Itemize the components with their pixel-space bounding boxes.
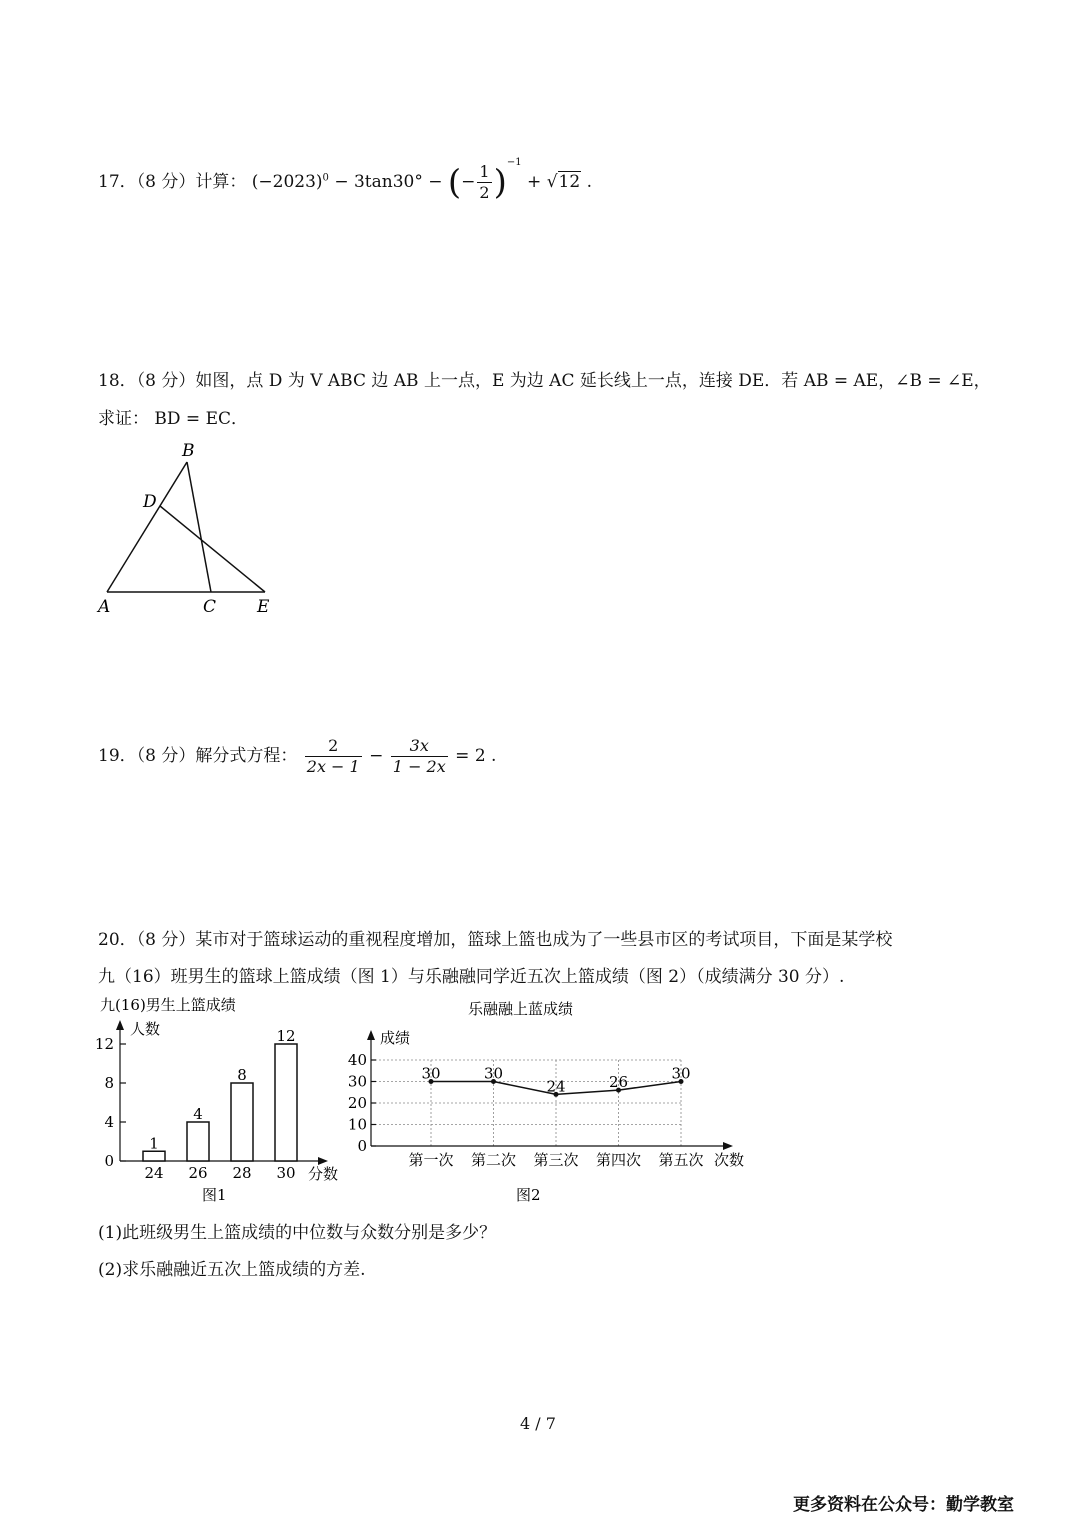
chart1-bars — [143, 1027, 297, 1182]
chart2-data-label: 30 — [483, 1064, 504, 1083]
chart2-caption: 图2 — [516, 1186, 541, 1204]
watermark: 更多资料在公众号：勤学教室 — [793, 1495, 1014, 1515]
chart1-xtick-label: 24 — [144, 1164, 164, 1182]
sqrt-icon: √ — [546, 172, 558, 192]
chart2-xticks — [408, 1151, 703, 1169]
chart2-xtick-label: 第五次 — [658, 1151, 704, 1169]
chart2-xtick-label: 第一次 — [408, 1151, 454, 1169]
q17-end: . — [586, 172, 592, 192]
q17-exp0: 0 — [322, 172, 329, 184]
chart2-xtick-label: 第四次 — [595, 1151, 642, 1169]
label-A: A — [98, 597, 111, 617]
q17-expr-b: − 3tan30° − — [334, 172, 443, 192]
q19-label: 19．（8 分）解分式方程： — [98, 746, 298, 766]
page-number: 4 / 7 — [520, 1414, 556, 1433]
q19-minus: − — [369, 746, 384, 766]
chart1-bar — [231, 1083, 253, 1161]
q19-f1-den: 2x − 1 — [306, 757, 360, 776]
segment-AB — [107, 462, 187, 592]
q17-num: 1 — [479, 162, 490, 181]
chart1-xtick-label: 30 — [276, 1164, 296, 1182]
chart2-xtick-label: 第三次 — [533, 1151, 579, 1169]
q17-expm1: −1 — [506, 157, 522, 168]
chart1-ylabel: 人数 — [130, 1020, 161, 1038]
chart2-ylabel: 成绩 — [380, 1029, 411, 1047]
q19-f2-den: 1 − 2x — [392, 757, 446, 776]
chart1-bar — [275, 1044, 297, 1161]
q19-fraction-1 — [305, 736, 362, 777]
chart1-ytick-label: 0 — [104, 1152, 114, 1170]
chart1-caption: 图1 — [202, 1186, 227, 1204]
q19-f1-num: 2 — [305, 736, 362, 757]
bar-chart — [90, 990, 360, 1210]
chart2-data-label: 30 — [671, 1064, 691, 1083]
chart2-xlabel: 次数 — [714, 1151, 745, 1169]
chart2-data-label: 26 — [608, 1073, 629, 1092]
chart2-data-label: 24 — [546, 1077, 566, 1096]
chart1-ytick-label: 4 — [104, 1113, 114, 1131]
chart2-ytick-label: 0 — [357, 1137, 367, 1155]
question-18-line1: 18．（8 分）如图，点 D 为 V ABC 边 AB 上一点，E 为边 AC 延长线上一点，连接 DE．若 AB = AE，∠B = ∠E， — [98, 371, 991, 391]
question-17 — [98, 146, 592, 203]
chart2-yticks — [348, 1051, 376, 1155]
chart1-data-label: 4 — [193, 1105, 203, 1123]
chart2-title: 乐融融上蓝成绩 — [468, 1000, 574, 1018]
question-20-sub2: (2)求乐融融近五次上篮成绩的方差. — [98, 1260, 366, 1280]
chart2-ytick-label: 10 — [347, 1115, 367, 1134]
q17-plus: + — [527, 172, 542, 192]
chart1-ytick-label: 8 — [104, 1074, 114, 1092]
chart1-data-label: 8 — [237, 1066, 247, 1084]
question-18-line2: 求证： BD = EC． — [98, 409, 248, 429]
label-C: C — [203, 597, 217, 617]
question-20-sub1: (1)此班级男生上篮成绩的中位数与众数分别是多少？ — [98, 1223, 497, 1243]
segment-BC — [187, 462, 211, 592]
chart1-ytick-label: 12 — [94, 1035, 114, 1053]
chart1-bar — [143, 1151, 165, 1161]
chart1-yticks — [95, 1035, 126, 1170]
chart2-ytick-label: 30 — [347, 1072, 367, 1091]
q17-label: 17．（8 分）计算： — [98, 172, 247, 192]
question-20-line1: 20．（8 分）某市对于篮球运动的重视程度增加，篮球上篮也成为了一些县市区的考试项目，下面是某学校 — [98, 930, 893, 950]
chart2-data-label: 30 — [421, 1064, 441, 1083]
chart1-title: 九(16)男生上篮成绩 — [100, 996, 236, 1014]
label-B: B — [182, 441, 195, 461]
q17-fraction — [477, 162, 491, 203]
label-E: E — [257, 597, 270, 617]
chart1-xtick-label: 28 — [232, 1164, 252, 1182]
chart1-xlabel: 分数 — [308, 1165, 339, 1183]
triangle-figure — [90, 435, 290, 625]
chart2-xtick-label: 第二次 — [470, 1151, 517, 1169]
chart1-xtick-label: 26 — [188, 1164, 208, 1182]
q17-expr-a: (−2023) — [251, 172, 323, 192]
q17-radicand: 12 — [558, 172, 581, 192]
chart2-grid — [371, 1060, 682, 1146]
chart2-ytick-label: 20 — [347, 1094, 367, 1112]
chart1-bar — [187, 1122, 209, 1161]
question-20-line2: 九（16）班男生的篮球上篮成绩（图 1）与乐融融同学近五次上篮成绩（图 2）（成绩满分 30 分）. — [98, 967, 845, 987]
q19-fraction-2 — [391, 736, 448, 777]
q17-den: 2 — [479, 183, 490, 202]
q17-paren-open: ( — [447, 162, 462, 203]
q19-f2-num: 3x — [391, 736, 448, 757]
segment-DE — [160, 506, 265, 592]
chart2-ytick-label: 40 — [347, 1051, 367, 1069]
label-D: D — [143, 492, 157, 512]
line-chart — [330, 990, 760, 1210]
chart1-data-label: 1 — [149, 1134, 159, 1153]
question-19 — [98, 734, 496, 778]
q17-paren-close: ) — [493, 162, 507, 203]
chart1-data-label: 12 — [276, 1027, 296, 1045]
q17-neg: − — [461, 172, 476, 192]
q19-rhs: = 2 . — [455, 746, 497, 766]
